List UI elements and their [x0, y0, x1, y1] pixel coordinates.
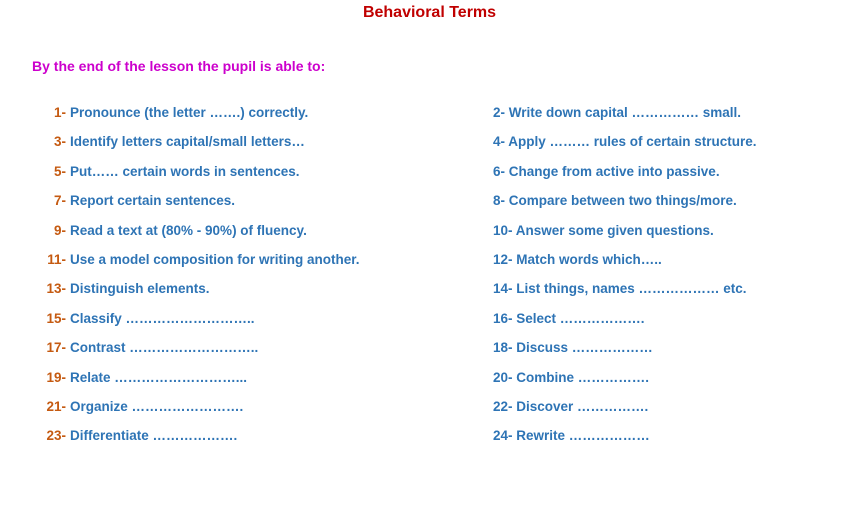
item-text: Pronounce (the letter …….) correctly.	[70, 105, 309, 120]
item-text: Classify ………………………..	[70, 310, 255, 326]
item-number: 11-	[47, 251, 66, 267]
list-item	[30, 310, 360, 339]
list-item	[493, 104, 757, 133]
list-item	[30, 369, 360, 398]
list-item	[30, 133, 360, 162]
item-number: 3-	[53, 134, 66, 150]
item-text: 8- Compare between two things/more.	[493, 193, 737, 209]
list-item	[493, 427, 757, 456]
list-item	[493, 222, 757, 251]
item-number: 1-	[53, 105, 66, 120]
list-item	[493, 133, 757, 162]
item-text: Relate ………………………...	[70, 369, 248, 385]
item-text: Identify letters capital/small letters…	[70, 134, 305, 150]
list-item	[493, 192, 757, 221]
list-item	[30, 192, 360, 221]
item-text: 12- Match words which…..	[493, 251, 662, 267]
intro-text: By the end of the lesson the pupil is able to:	[32, 58, 326, 74]
item-text: Contrast ………………………..	[70, 340, 259, 356]
item-text: Report certain sentences.	[70, 193, 236, 209]
item-text: 18- Discuss ………………	[493, 340, 653, 356]
item-text: 2- Write down capital …………… small.	[493, 105, 742, 120]
list-item	[493, 369, 757, 398]
list-item	[493, 398, 757, 427]
item-text: Use a model composition for writing another.	[70, 251, 360, 267]
list-item	[30, 163, 360, 192]
item-text: Distinguish elements.	[70, 281, 210, 297]
list-item	[30, 398, 360, 427]
list-item	[493, 163, 757, 192]
item-number: 13-	[46, 281, 66, 297]
item-text: Put…… certain words in sentences.	[70, 163, 300, 179]
item-number: 7-	[53, 193, 66, 209]
list-item	[493, 251, 757, 280]
list-item	[30, 427, 360, 456]
list-item	[493, 339, 757, 368]
item-text: Organize …………………….	[70, 398, 244, 414]
item-number: 9-	[53, 222, 66, 238]
list-item	[30, 280, 360, 309]
list-item	[493, 280, 757, 309]
item-number: 23-	[46, 428, 66, 444]
item-text: 20- Combine …………….	[493, 369, 650, 385]
list-item	[493, 310, 757, 339]
item-text: 24- Rewrite ………………	[493, 428, 650, 444]
item-number: 21-	[46, 398, 66, 414]
item-text: 16- Select ……………….	[493, 310, 645, 326]
item-number: 15-	[46, 310, 66, 326]
list-item	[30, 251, 360, 280]
item-number: 5-	[53, 163, 66, 179]
page-title: Behavioral Terms	[362, 4, 497, 21]
item-text: 10- Answer some given questions.	[493, 222, 714, 238]
item-text: 4- Apply ……… rules of certain structure.	[493, 134, 757, 150]
item-text: 22- Discover …………….	[493, 398, 649, 414]
list-item	[30, 339, 360, 368]
right-objectives-list	[493, 104, 757, 457]
list-item	[30, 222, 360, 251]
item-text: 14- List things, names ……………… etc.	[493, 281, 747, 297]
list-item	[30, 104, 360, 133]
item-text: Differentiate ……………….	[70, 428, 238, 444]
left-objectives-list	[30, 104, 360, 457]
item-text: 6- Change from active into passive.	[493, 163, 720, 179]
item-text: Read a text at (80% - 90%) of fluency.	[70, 222, 307, 238]
item-number: 17-	[46, 340, 66, 356]
item-number: 19-	[46, 369, 66, 385]
